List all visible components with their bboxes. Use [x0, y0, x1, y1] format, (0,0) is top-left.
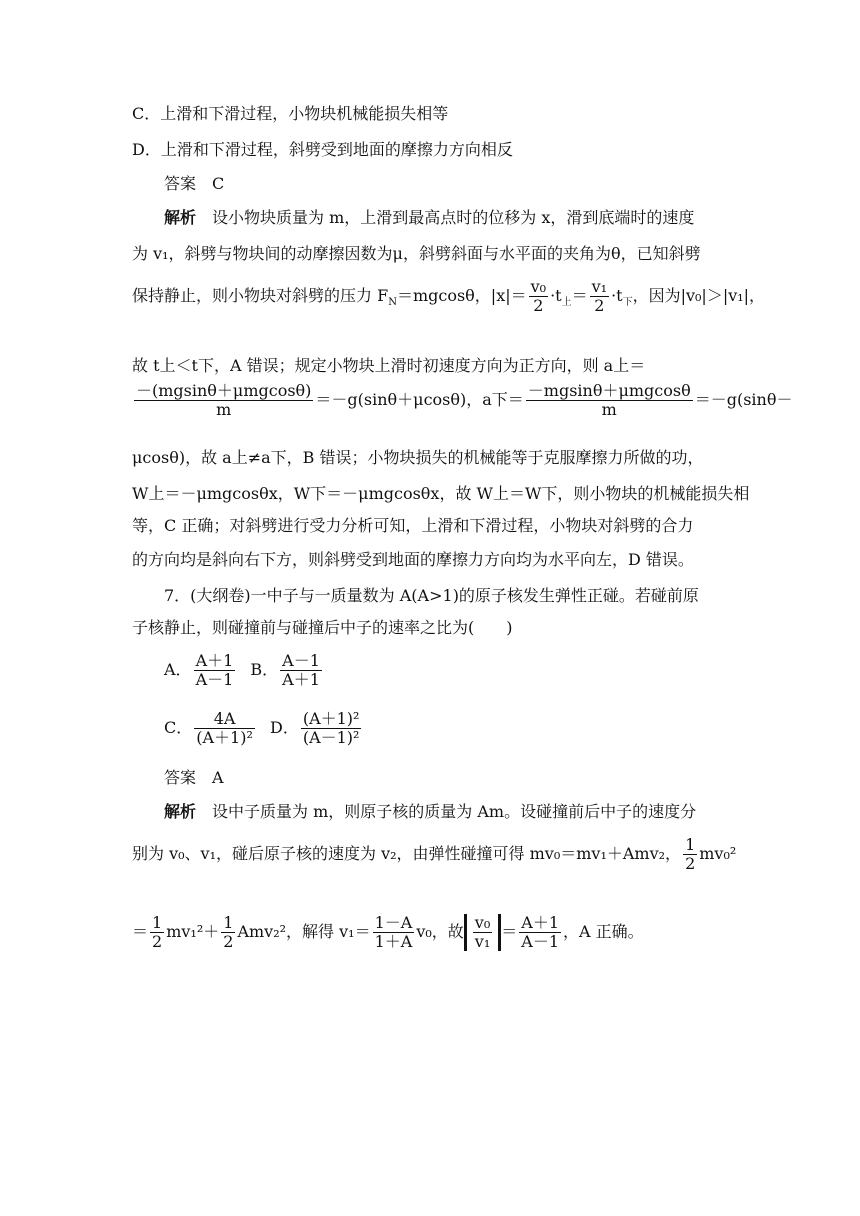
- fraction: $\frac{A+1}{A-1}$: [195, 651, 234, 689]
- options-a-b: A． $\frac{A+1}{A-1}$ B． $\frac{A-1}{A+1}$: [164, 651, 320, 689]
- analysis-label: 解析: [164, 208, 197, 227]
- analysis-7-line-2: 别为 v₀、v₁，碰后原子核的速度为 v₂，由弹性碰撞可得 mv₀＝mv₁＋Amv₂， $\frac{1}{2}$ mv₀²: [132, 835, 737, 873]
- fraction: $\frac{A+1}{A-1}$: [521, 913, 560, 951]
- options-c-d: C． $\frac{4A}{\text{(A＋1)²}}$ D． $\frac{\text{(A＋1)²}}{\text{(A－1)²}}$: [164, 709, 360, 747]
- analysis-6-line-3: 保持静止，则小物块对斜劈的压力 $F_N=mgcos\theta$，|x|＝ $\frac{\text{v₀}}{2}$ $\cdot t_上=$ $\frac{\text{v₁}}{2}$ $\cdot t_下$，因为|v₀|＞|v₁|，: [132, 277, 766, 315]
- analysis-6-line-4: 故 t上＜t下，A 错误；规定小物块上滑时初速度方向为正方向，则 a上＝: [132, 356, 646, 375]
- analysis-6-line-7: W上＝－μmgcosθx，W下＝－μmgcosθx，故 W上＝W下，则小物块的机械能损失相: [132, 484, 750, 503]
- fraction: $\frac{\text{－(mgsinθ＋μmgcosθ)}}{m}$: [136, 381, 312, 419]
- analysis-7-line-3: ＝ $\frac{1}{2}$ mv₁²＋ $\frac{1}{2}$ Amv₂²，解得 v₁＝ $\frac{1-A}{1+A}$ v₀，故 $\frac{\text{v₀}}{\text{v₁}}$ ＝ $\frac{A+1}{A-1}$ ，A 正确。: [132, 913, 644, 951]
- analysis-6-line-5: $\frac{\text{－(mgsinθ＋μmgcosθ)}}{m}$ ＝－g(sinθ＋μcosθ)，a下＝ $\frac{\text{－mgsinθ＋μmgcosθ}}{m}$ ＝－g(sinθ－: [136, 381, 793, 419]
- answer-6: 答案 C: [164, 174, 225, 193]
- fraction: $\frac{\text{v₀}}{\text{v₁}}$: [474, 913, 491, 951]
- question-7-line-2: 子核静止，则碰撞前与碰撞后中子的速率之比为( ): [132, 618, 513, 637]
- fraction: $\frac{1}{2}$: [223, 913, 234, 951]
- analysis-6-line-2: 为 v₁，斜劈与物块间的动摩擦因数为μ，斜劈斜面与水平面的夹角为θ，已知斜劈: [132, 244, 701, 263]
- fraction: $\frac{\text{v₁}}{2}$: [591, 277, 608, 315]
- answer-7: 答案 A: [164, 768, 224, 787]
- analysis-7-line-1: 解析 设中子质量为 m，则原子核的质量为 Am。设碰撞前后中子的速度分: [164, 802, 697, 821]
- analysis-6-line-1: 解析 设小物块质量为 m，上滑到最高点时的位移为 x，滑到底端时的速度: [164, 208, 695, 227]
- fraction: $\frac{1-A}{1+A}$: [374, 913, 413, 951]
- fraction: $\frac{A-1}{A+1}$: [282, 651, 320, 689]
- fraction: $\frac{1}{2}$: [152, 913, 163, 951]
- fraction: $\frac{\text{(A＋1)²}}{\text{(A－1)²}}$: [302, 709, 360, 747]
- fraction: $\frac{1}{2}$: [685, 835, 696, 873]
- analysis-6-line-8: 等，C 正确；对斜劈进行受力分析可知，上滑和下滑过程，小物块对斜劈的合力: [132, 516, 694, 535]
- option-c: C．上滑和下滑过程，小物块机械能损失相等: [132, 104, 449, 123]
- analysis-6-line-6: μcosθ)，故 a上≠a下，B 错误；小物块损失的机械能等于克服摩擦力所做的功，: [132, 448, 704, 467]
- question-7-line-1: 7．(大纲卷)一中子与一质量数为 A(A>1)的原子核发生弹性正碰。若碰前原: [164, 586, 699, 605]
- fraction: $\frac{\text{v₀}}{2}$: [530, 277, 547, 315]
- absolute-value-bars: [464, 914, 501, 951]
- fraction: $\frac{4A}{\text{(A＋1)²}}$: [196, 709, 253, 747]
- option-d: D．上滑和下滑过程，斜劈受到地面的摩擦力方向相反: [132, 140, 513, 159]
- analysis-6-line-9: 的方向均是斜向右下方，则斜劈受到地面的摩擦力方向均为水平向左，D 错误。: [132, 550, 694, 569]
- fraction: $\frac{\text{－mgsinθ＋μmgcosθ}}{m}$: [527, 381, 691, 419]
- analysis-label: 解析: [164, 802, 197, 821]
